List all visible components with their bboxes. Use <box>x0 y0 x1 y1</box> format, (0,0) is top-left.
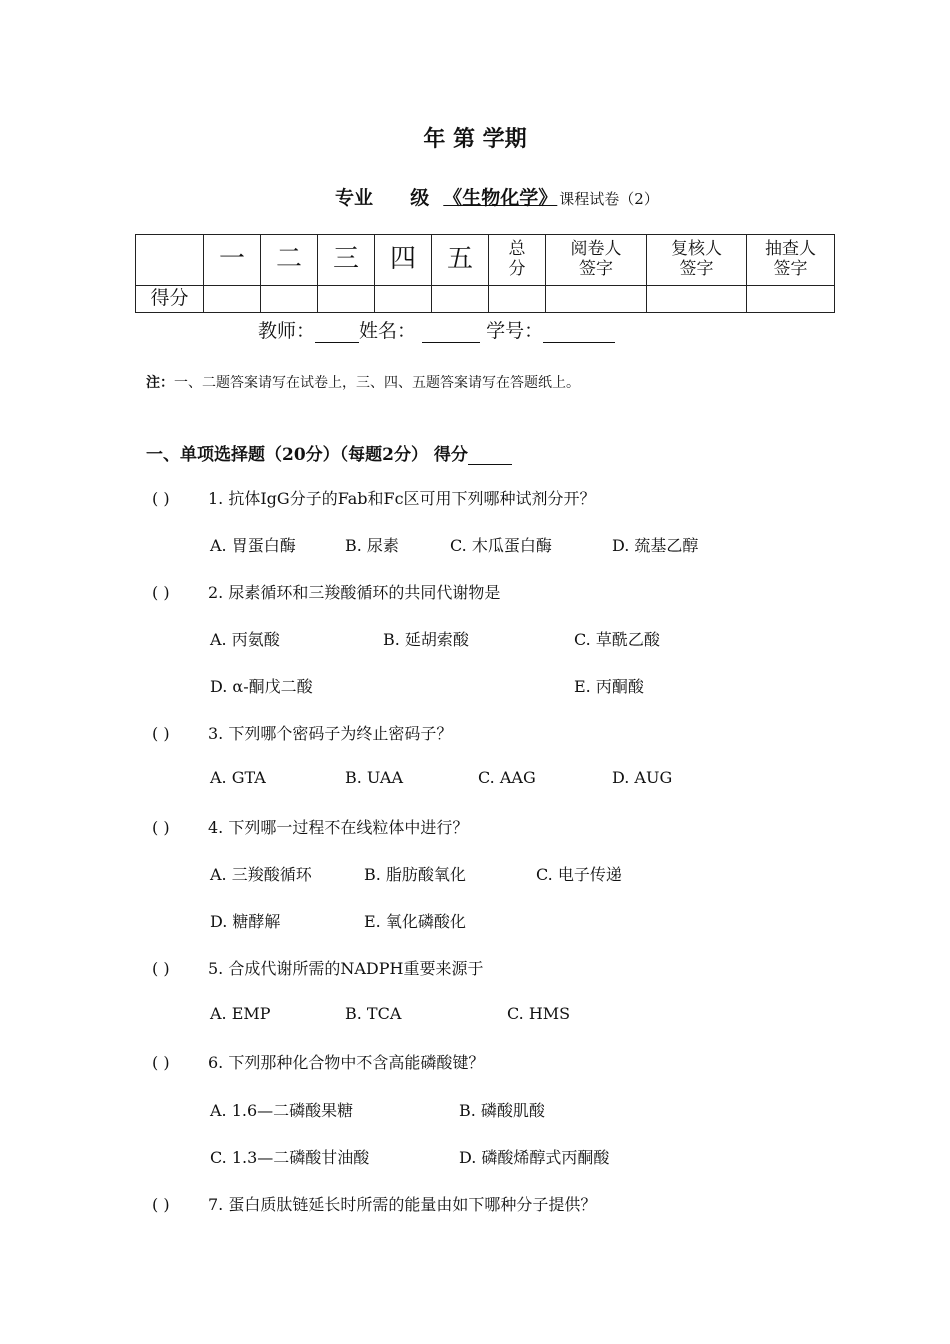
inspector-line-1: 抽查人 <box>765 239 816 260</box>
question-stem: 3. 下列哪个密码子为终止密码子？ <box>208 724 453 743</box>
note-text: 一、二题答案请写在试卷上，三、四、五题答案请写在答题纸上。 <box>174 375 580 391</box>
q3-option-c: C. AAG <box>478 768 536 787</box>
q4-option-c: C. 电子传递 <box>536 865 622 884</box>
total-line-1: 总 <box>508 239 526 260</box>
col-header-total <box>489 235 546 286</box>
col-header-3: 三 <box>318 235 375 286</box>
col-header-checker <box>647 235 747 286</box>
q6-option-b: B. 磷酸肌酸 <box>459 1101 545 1120</box>
q2-option-c: C. 草酰乙酸 <box>574 630 660 649</box>
q6-option-d: D. 磷酸烯醇式丙酮酸 <box>459 1148 610 1167</box>
question-2 <box>152 580 500 603</box>
q5-option-c: C. HMS <box>507 1004 571 1023</box>
q2-option-e: E. 丙酮酸 <box>574 677 644 696</box>
question-stem: 6. 下列那种化合物中不含高能磷酸键？ <box>208 1053 485 1072</box>
question-1 <box>152 486 596 509</box>
answer-paren[interactable]: ( ) <box>152 724 170 743</box>
question-stem: 2. 尿素循环和三羧酸循环的共同代谢物是 <box>208 583 501 602</box>
q3-option-d: D. AUG <box>612 768 673 787</box>
student-info-line <box>258 316 615 343</box>
q4-option-b: B. 脂肪酸氧化 <box>364 865 466 884</box>
question-5 <box>152 956 483 979</box>
reviewer-line-1: 阅卷人 <box>570 239 622 260</box>
score-table-corner <box>136 235 204 286</box>
question-stem: 1. 抗体IgG分子的Fab和Fc区可用下列哪种试剂分开？ <box>208 489 596 508</box>
score-cell-5[interactable] <box>432 286 489 313</box>
checker-line-1: 复核人 <box>671 239 722 260</box>
answer-paren[interactable]: ( ) <box>152 818 170 837</box>
exam-term-title: 年 第 学期 <box>423 126 527 152</box>
total-line-2: 分 <box>508 259 526 279</box>
score-cell-checker[interactable] <box>647 286 747 313</box>
course-name: 《生物化学》 <box>443 187 558 209</box>
checker-line-2: 签字 <box>679 259 714 279</box>
q1-option-a: A. 胃蛋白酶 <box>210 536 296 555</box>
answer-paren[interactable]: ( ) <box>152 1053 170 1072</box>
section-1-title: 一、单项选择题（20分）（每题2分） 得分 <box>146 445 468 465</box>
q2-option-d: D. α-酮戊二酸 <box>210 677 313 696</box>
name-blank[interactable] <box>422 322 480 343</box>
q4-option-e: E. 氧化磷酸化 <box>364 912 466 931</box>
note-label: 注： <box>146 375 174 391</box>
col-header-1: 一 <box>204 235 261 286</box>
q5-option-a: A. EMP <box>210 1004 271 1023</box>
q2-option-b: B. 延胡索酸 <box>383 630 469 649</box>
score-cell-2[interactable] <box>261 286 318 313</box>
answer-paren[interactable]: ( ) <box>152 959 170 978</box>
q1-option-d: D. 巯基乙醇 <box>612 536 699 555</box>
reviewer-line-2: 签字 <box>579 259 613 279</box>
teacher-blank[interactable] <box>315 322 359 343</box>
q4-option-d: D. 糖酵解 <box>210 912 281 931</box>
question-stem: 7. 蛋白质肽链延长时所需的能量由如下哪种分子提供？ <box>208 1195 597 1214</box>
student-id-label: 学号： <box>486 320 544 342</box>
score-row-label: 得分 <box>136 286 204 313</box>
section-1-score-blank[interactable] <box>468 446 512 465</box>
score-cell-reviewer[interactable] <box>546 286 647 313</box>
question-6 <box>152 1050 484 1073</box>
score-cell-total[interactable] <box>489 286 546 313</box>
exam-subtitle <box>335 183 659 210</box>
section-1-heading <box>146 440 512 465</box>
score-cell-1[interactable] <box>204 286 261 313</box>
question-3 <box>152 721 452 744</box>
col-header-2: 二 <box>261 235 318 286</box>
student-id-blank[interactable] <box>543 322 615 343</box>
col-header-4: 四 <box>375 235 432 286</box>
q1-option-b: B. 尿素 <box>345 536 399 555</box>
q5-option-b: B. TCA <box>345 1004 402 1023</box>
q3-option-a: A. GTA <box>210 768 266 787</box>
q6-option-c: C. 1.3—二磷酸甘油酸 <box>210 1148 370 1167</box>
q4-option-a: A. 三羧酸循环 <box>210 865 312 884</box>
exam-note <box>146 372 580 392</box>
q3-option-b: B. UAA <box>345 768 404 787</box>
q1-option-c: C. 木瓜蛋白酶 <box>450 536 552 555</box>
q2-option-a: A. 丙氨酸 <box>210 630 280 649</box>
score-cell-3[interactable] <box>318 286 375 313</box>
teacher-label: 教师： <box>258 320 316 342</box>
question-4 <box>152 815 468 838</box>
q6-option-a: A. 1.6—二磷酸果糖 <box>210 1101 354 1120</box>
name-label: 姓名： <box>359 320 417 342</box>
question-7 <box>152 1192 596 1215</box>
score-cell-4[interactable] <box>375 286 432 313</box>
score-table <box>135 234 835 313</box>
col-header-inspector <box>747 235 835 286</box>
question-stem: 5. 合成代谢所需的NADPH重要来源于 <box>208 959 484 978</box>
col-header-reviewer <box>546 235 647 286</box>
answer-paren[interactable]: ( ) <box>152 489 170 508</box>
grade-label: 级 <box>410 187 430 209</box>
score-cell-inspector[interactable] <box>747 286 835 313</box>
answer-paren[interactable]: ( ) <box>152 1195 170 1214</box>
major-label: 专业 <box>335 187 374 209</box>
col-header-5: 五 <box>432 235 489 286</box>
answer-paren[interactable]: ( ) <box>152 583 170 602</box>
inspector-line-2: 签字 <box>773 259 808 279</box>
paper-label: 课程试卷（2） <box>559 190 659 208</box>
question-stem: 4. 下列哪一过程不在线粒体中进行？ <box>208 818 469 837</box>
